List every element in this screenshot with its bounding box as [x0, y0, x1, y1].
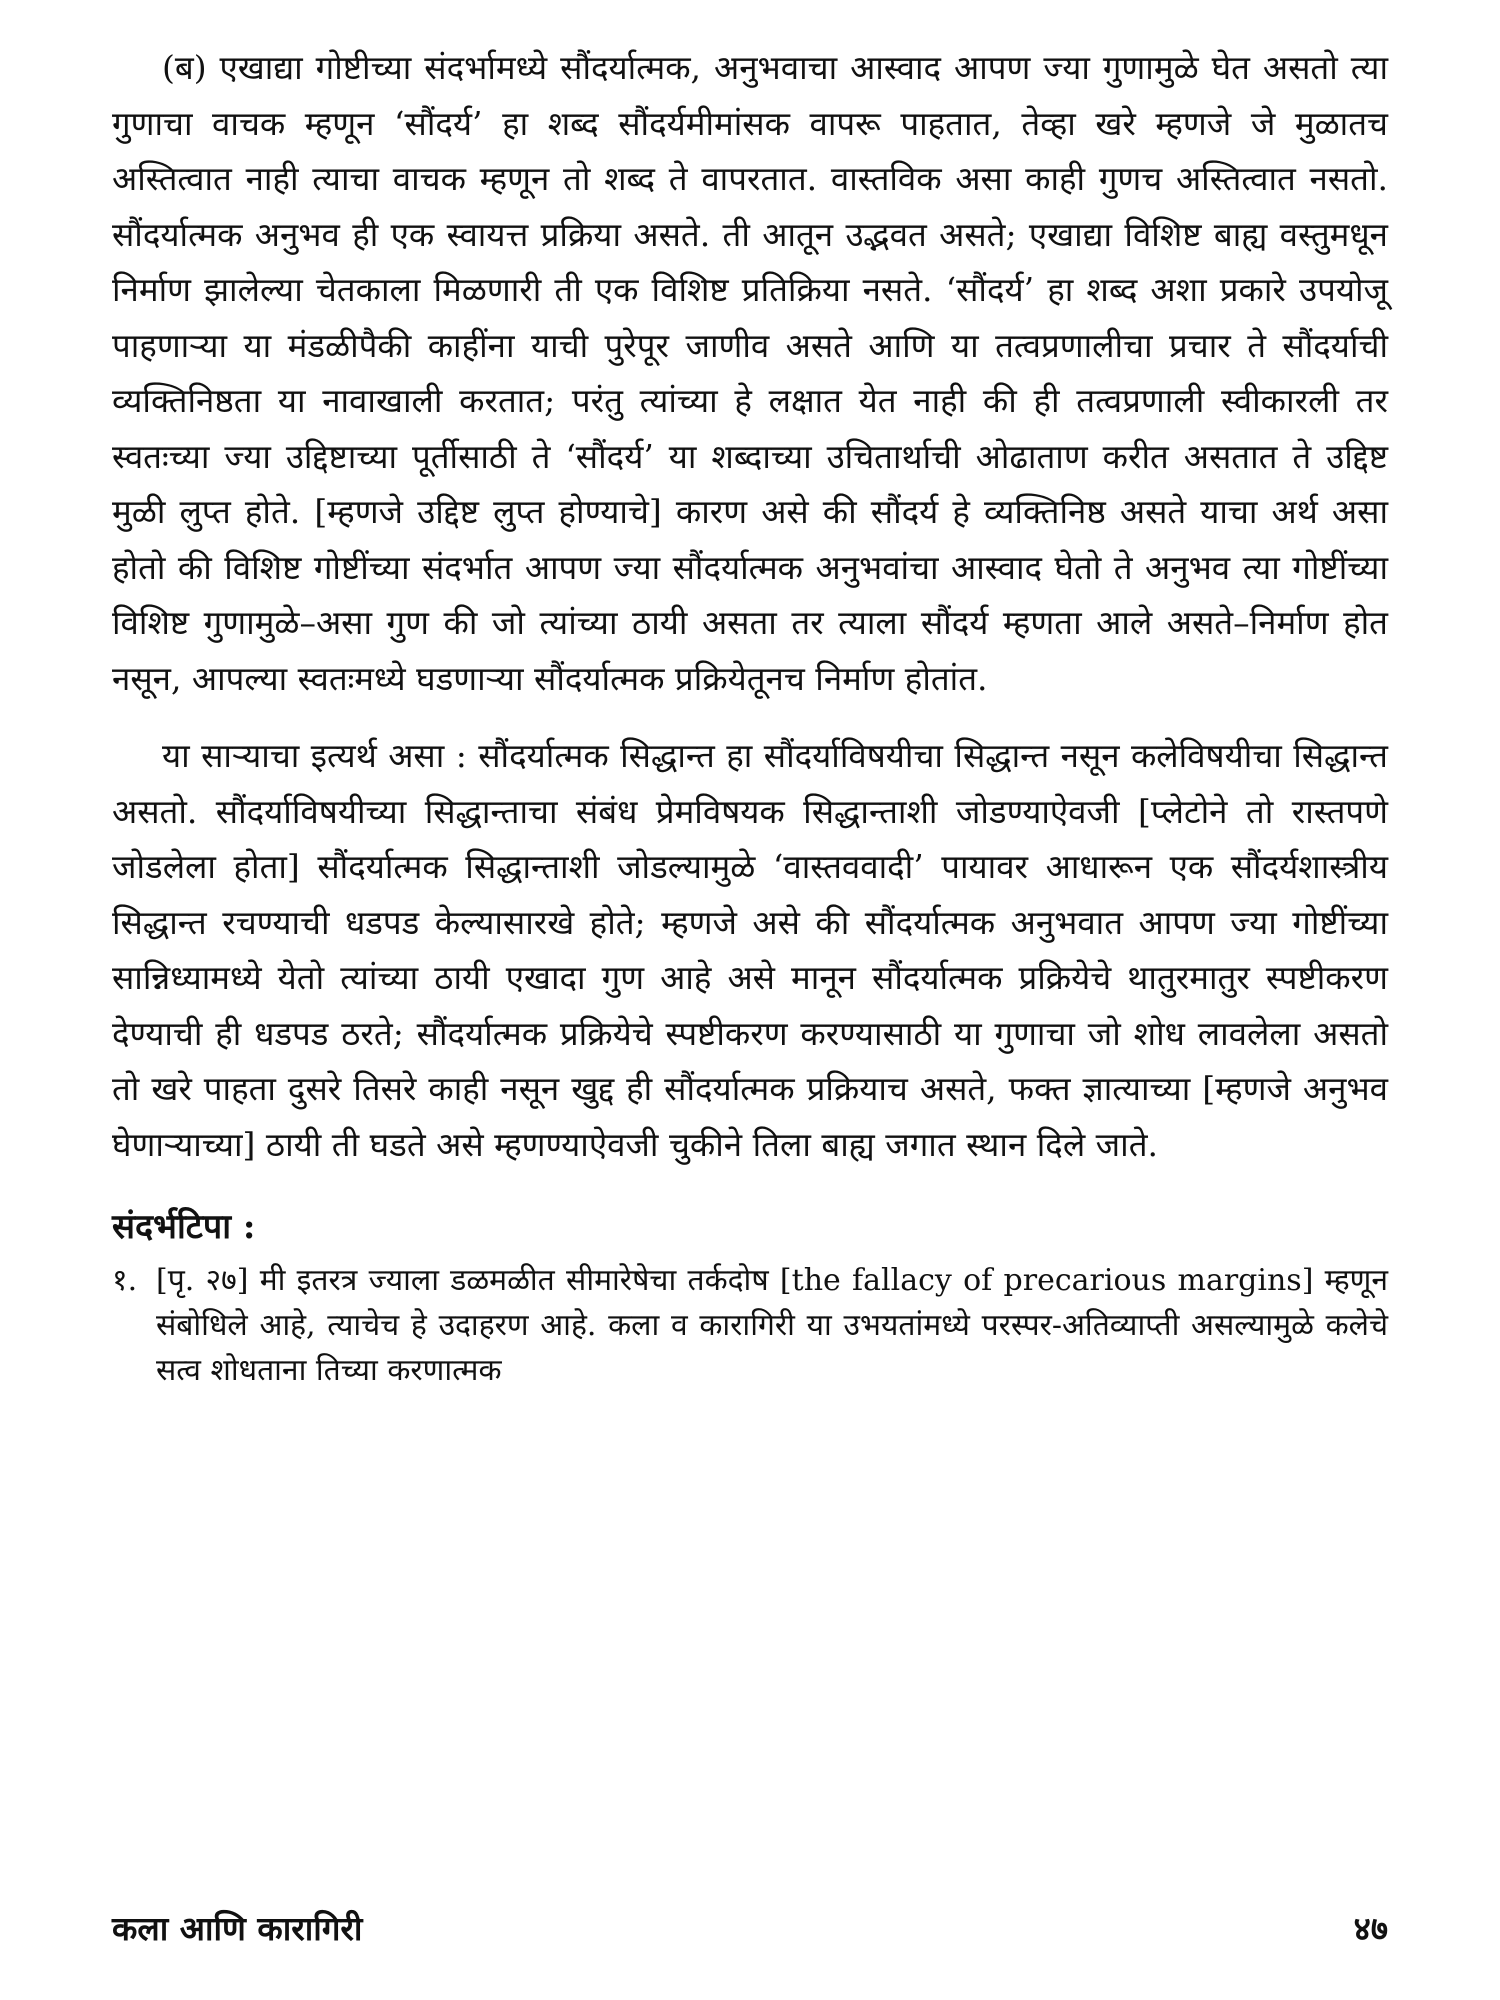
note-text: [पृ. २७] मी इतरत्र ज्याला डळमळीत सीमारेषेचा तर्कदोष [the fallacy of precarious margins] म्हणून संबोधिले आहे, त्याचेच हे उदाहरण आहे. कला व कारागिरी या उभयतांमध्ये परस्पर-अतिव्याप्ती असल्यामुळे कलेचे सत्व शोधताना तिच्या करणात्मक: [156, 1263, 1388, 1388]
paragraph-1: (ब) एखाद्या गोष्टीच्या संदर्भामध्ये सौंदर्यात्मक, अनुभवाचा आस्वाद आपण ज्या गुणामुळे घेत असतो त्या गुणाचा वाचक म्हणून ‘सौंदर्य’ हा शब्द सौंदर्यमीमांसक वापरू पाहतात, तेव्हा खरे म्हणजे जे मुळातच अस्तित्वात नाही त्याचा वाचक म्हणून तो शब्द ते वापरतात. वास्तविक असा काही गुणच अस्तित्वात नसतो. सौंदर्यात्मक अनुभव ही एक स्वायत्त प्रक्रिया असते. ती आतून उद्भवत असते; एखाद्या विशिष्ट बाह्य वस्तुमधून निर्माण झालेल्या चेतकाला मिळणारी ती एक विशिष्ट प्रतिक्रिया नसते. ‘सौंदर्य’ हा शब्द अशा प्रकारे उपयोजू पाहणाऱ्या या मंडळीपैकी काहींना याची पुरेपूर जाणीव असते आणि या तत्वप्रणालीचा प्रचार ते सौंदर्याची व्यक्तिनिष्ठता या नावाखाली करतात; परंतु त्यांच्या हे लक्षात येत नाही की ही तत्वप्रणाली स्वीकारली तर स्वतःच्या ज्या उद्दिष्टाच्या पूर्तीसाठी ते ‘सौंदर्य’ या शब्दाच्या उचितार्थाची ओढाताण करीत असतात ते उद्दिष्ट मुळी लुप्त होते. [म्हणजे उद्दिष्ट लुप्त होण्याचे] कारण असे की सौंदर्य हे व्यक्तिनिष्ठ असते याचा अर्थ असा होतो की विशिष्ट गोष्टींच्या संदर्भात आपण ज्या सौंदर्यात्मक अनुभवांचा आस्वाद घेतो ते अनुभव त्या गोष्टींच्या विशिष्ट गुणामुळे–असा गुण की जो त्यांच्या ठायी असता तर त्याला सौंदर्य म्हणता आले असते–निर्माण होत नसून, आपल्या स्वतःमध्ये घडणाऱ्या सौंदर्यात्मक प्रक्रियेतूनच निर्माण होतांत.: [112, 48, 1388, 698]
notes-heading: संदर्भटिपा :: [112, 1207, 256, 1247]
page-footer: [112, 1905, 1388, 1950]
paragraph-2: या साऱ्याचा इत्यर्थ असा : सौंदर्यात्मक सिद्धान्त हा सौंदर्याविषयीचा सिद्धान्त नसून कलेविषयीचा सिद्धान्त असतो. सौंदर्याविषयीच्या सिद्धान्ताचा संबंध प्रेमविषयक सिद्धान्ताशी जोडण्याऐवजी [प्लेटोने तो रास्तपणे जोडलेला होता] सौंदर्यात्मक सिद्धान्ताशी जोडल्यामुळे ‘वास्तववादी’ पायावर आधारून एक सौंदर्यशास्त्रीय सिद्धान्त रचण्याची धडपड केल्यासारखे होते; म्हणजे असे की सौंदर्यात्मक अनुभवात आपण ज्या गोष्टींच्या सान्निध्यामध्ये येतो त्यांच्या ठायी एखादा गुण आहे असे मानून सौंदर्यात्मक प्रक्रियेचे थातुरमातुर स्पष्टीकरण देण्याची ही धडपड ठरते; सौंदर्यात्मक प्रक्रियेचे स्पष्टीकरण करण्यासाठी या गुणाचा जो शोध लावलेला असतो तो खरे पाहता दुसरे तिसरे काही नसून खुद्द ही सौंदर्यात्मक प्रक्रियाच असते, फक्त ज्ञात्याच्या [म्हणजे अनुभव घेणाऱ्याच्या] ठायी ती घडते असे म्हणण्याऐवजी चुकीने तिला बाह्य जगात स्थान दिले जाते.: [112, 736, 1388, 1164]
footer-book-title: कला आणि कारागिरी: [112, 1909, 363, 1948]
page-number: ४७: [1353, 1909, 1388, 1948]
note-number: १.: [112, 1263, 138, 1298]
note-item: [112, 1258, 1388, 1393]
